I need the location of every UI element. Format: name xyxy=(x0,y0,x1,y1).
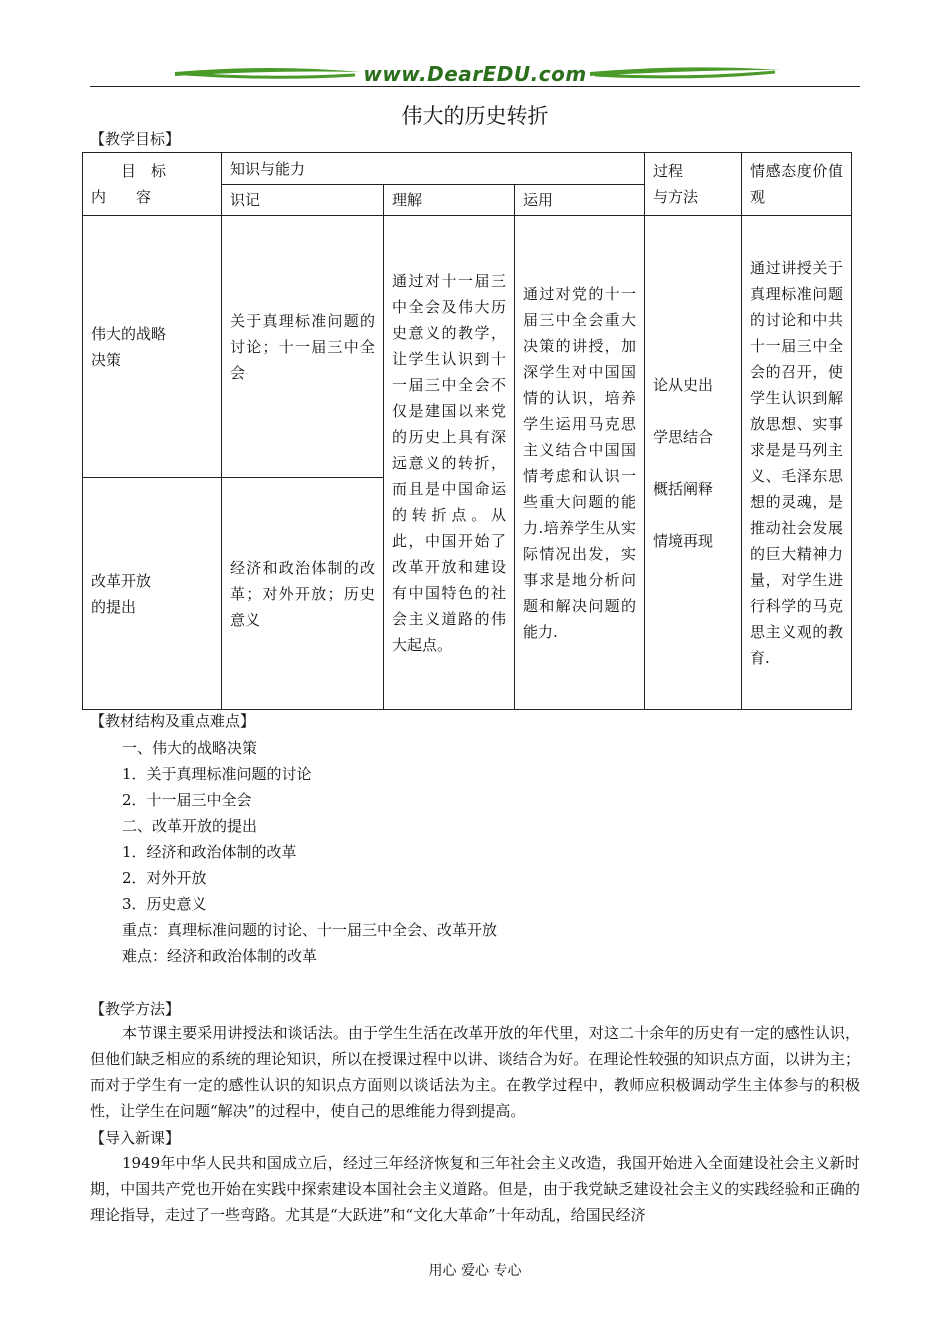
knowledge-header: 知识与能力 xyxy=(222,153,645,185)
method-item: 论从史出 xyxy=(653,375,714,394)
intro-heading: 【导入新课】 xyxy=(90,1129,181,1147)
method-paragraph xyxy=(90,1020,860,1124)
method-item: 概括阐释 xyxy=(653,479,714,498)
process-header-line2: 与方法 xyxy=(653,188,699,206)
method-heading: 【教学方法】 xyxy=(90,1000,181,1018)
intro-text: 1949年中华人民共和国成立后，经过三年经济恢复和三年社会主义改造，我国开始进入全面建设社会主义新时期，中国共产党也开始在实践中探索建设本国社会主义道路。但是，由于我党缺乏建设社会主义的实践经验和正确的理论指导，走过了一些弯路。尤其是“大跃进”和“文化大革命”十年动乱，给国民经济 xyxy=(90,1154,860,1224)
topic-cell-1 xyxy=(83,216,222,478)
structure-line: 一、伟大的战略决策 xyxy=(122,739,258,757)
understand-cell: 通过对十一届三中全会及伟大历史意义的教学，让学生认识到十一届三中全会不仅是建国以来党的历史上具有深远意义的转折，而且是中国命运的转折点。从此，中国开始了改革开放和建设有中国特色的社会主义道路的伟大起点。 xyxy=(384,216,515,710)
difficulty-line: 难点：经济和政治体制的改革 xyxy=(122,947,318,965)
topic-2-line2: 的提出 xyxy=(91,597,137,616)
understand-header: 理解 xyxy=(384,185,515,216)
method-item: 情境再现 xyxy=(653,531,714,550)
corner-header-cell xyxy=(83,153,222,216)
corner-top-label: 目 标 xyxy=(121,162,167,180)
goals-heading: 【教学目标】 xyxy=(90,130,181,148)
process-header-line1: 过程 xyxy=(653,162,684,180)
topic-1-line1: 伟大的战略 xyxy=(91,324,167,343)
memorize-cell-2: 经济和政治体制的改革；对外开放；历史意义 xyxy=(222,478,384,710)
structure-line: 2．对外开放 xyxy=(122,869,207,887)
method-item: 学思结合 xyxy=(653,427,714,446)
emotion-cell: 通过讲授关于真理标准问题的讨论和中共十一届三中全会的召开，使学生认识到解放思想、实事求是是马列主义、毛泽东思想的灵魂，是推动社会发展的巨大精神力量，对学生进行科学的马克思主义观的教育. xyxy=(742,216,852,710)
structure-heading: 【教材结构及重点难点】 xyxy=(90,712,256,730)
page-title: 伟大的历史转折 xyxy=(401,104,549,128)
topic-1-line2: 决策 xyxy=(91,350,122,369)
methods-cell xyxy=(645,216,742,710)
structure-line: 2．十一届三中全会 xyxy=(122,791,252,809)
site-name: www.DearEDU.com xyxy=(363,62,587,86)
topic-2-line1: 改革开放 xyxy=(91,571,152,590)
topic-cell-2 xyxy=(83,478,222,710)
structure-line: 1．经济和政治体制的改革 xyxy=(122,843,297,861)
structure-line: 3．历史意义 xyxy=(122,895,207,913)
process-header xyxy=(645,153,742,216)
structure-line: 1．关于真理标准问题的讨论 xyxy=(122,765,312,783)
apply-cell: 通过对党的十一届三中全会重大决策的讲授，加深学生对中国国情的认识，培养学生运用马克思主义结合中国国情考虑和认识一些重大问题的能力.培养学生从实际情况出发，实事求是地分析问题和解决问题的能力. xyxy=(515,216,645,710)
apply-header: 运用 xyxy=(515,185,645,216)
memorize-header: 识记 xyxy=(222,185,384,216)
header-divider xyxy=(90,86,860,87)
corner-bottom-label: 内 容 xyxy=(91,188,152,206)
emotion-header: 情感态度价值观 xyxy=(742,153,852,216)
method-text: 本节课主要采用讲授法和谈话法。由于学生生活在改革开放的年代里，对这二十余年的历史有一定的感性认识，但他们缺乏相应的系统的理论知识，所以在授课过程中以讲、谈结合为好。在理论性较强的知识点方面，以讲为主；而对于学生有一定的感性认识的知识点方面则以谈话法为主。在教学过程中，教师应积极调动学生主体参与的积极性，让学生在问题“解决”的过程中，使自己的思维能力得到提高。 xyxy=(90,1024,860,1120)
key-points-line: 重点：真理标准问题的讨论、十一届三中全会、改革开放 xyxy=(122,921,498,939)
memorize-cell-1: 关于真理标准问题的讨论；十一届三中全会 xyxy=(222,216,384,478)
intro-paragraph xyxy=(90,1150,860,1228)
page-footer: 用心 爱心 专心 xyxy=(428,1263,522,1279)
structure-line: 二、改革开放的提出 xyxy=(122,817,258,835)
goals-table xyxy=(82,152,852,710)
